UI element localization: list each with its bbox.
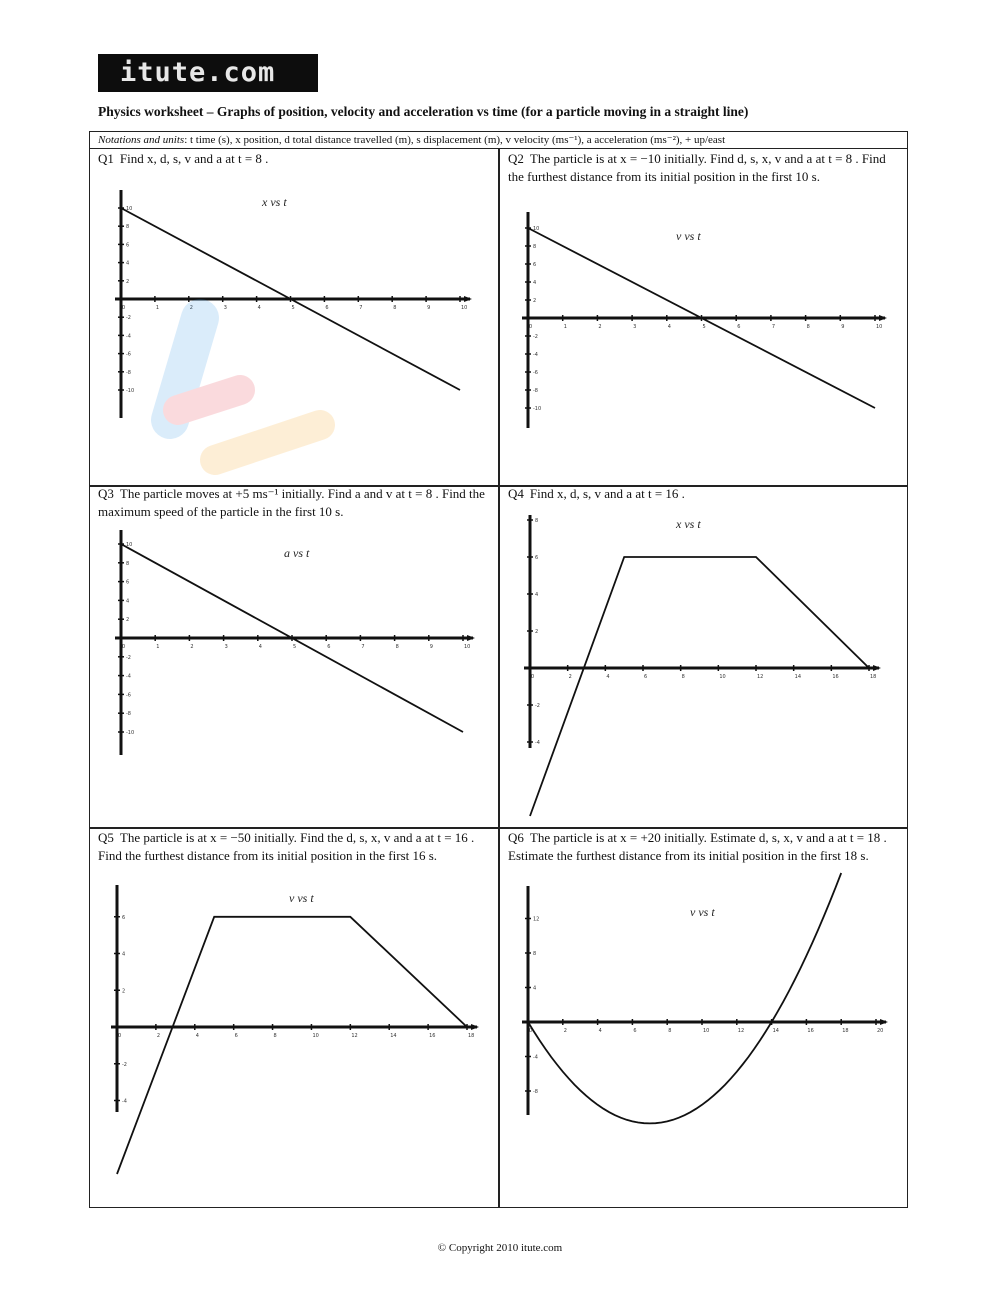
x-tick-label: 14 bbox=[390, 1033, 397, 1039]
x-tick-label: 12 bbox=[737, 1028, 745, 1034]
x-tick-label: 14 bbox=[794, 674, 802, 680]
graph-title: v vs t bbox=[676, 229, 701, 243]
x-tick-label: 2 bbox=[190, 644, 194, 650]
x-tick-label: 1 bbox=[563, 324, 567, 330]
x-tick-label: 0 bbox=[118, 1033, 122, 1039]
x-tick-label: 8 bbox=[395, 644, 399, 650]
x-tick-label: 10 bbox=[876, 324, 883, 330]
y-tick-label: 6 bbox=[535, 555, 539, 561]
x-axis-arrow bbox=[879, 315, 887, 321]
x-tick-label: 12 bbox=[757, 674, 764, 680]
x-tick-label: 16 bbox=[832, 674, 839, 680]
question-text: The particle is at x = −50 initially. Find the d, s, x, v and a at t = 16 . Find the furthest distance from its initial position in the first 16 s. bbox=[98, 830, 475, 863]
question-text: Find x, d, s, v and a at t = 8 . bbox=[119, 151, 269, 166]
question-number: Q3 bbox=[98, 486, 114, 501]
x-axis-arrow bbox=[471, 1024, 479, 1030]
x-tick-label: 20 bbox=[877, 1028, 884, 1034]
y-tick-label: -10 bbox=[533, 406, 542, 412]
x-tick-label: 10 bbox=[703, 1028, 710, 1034]
x-tick-label: 16 bbox=[429, 1033, 436, 1039]
y-tick-label: 2 bbox=[122, 988, 126, 995]
y-tick-label: 4 bbox=[126, 260, 130, 267]
y-tick-label: 4 bbox=[126, 598, 130, 605]
x-tick-label: 6 bbox=[234, 1033, 238, 1039]
y-tick-label: 8 bbox=[126, 560, 130, 567]
x-tick-label: 7 bbox=[361, 644, 365, 650]
graph-title: a vs t bbox=[284, 546, 310, 560]
x-tick-label: 4 bbox=[257, 305, 261, 311]
y-tick-label: 8 bbox=[533, 244, 537, 250]
y-tick-label: 6 bbox=[533, 262, 537, 268]
x-tick-label: 6 bbox=[644, 674, 648, 680]
y-tick-label: 4 bbox=[122, 951, 126, 958]
question-text: Find x, d, s, v and a at t = 16 . bbox=[529, 486, 685, 501]
y-tick-label: -2 bbox=[533, 334, 538, 340]
x-tick-label: 18 bbox=[870, 674, 877, 680]
x-tick-label: 8 bbox=[273, 1033, 277, 1039]
y-tick-label: -8 bbox=[126, 369, 131, 376]
y-tick-label: 8 bbox=[126, 224, 130, 231]
question-number: Q4 bbox=[508, 486, 524, 501]
worksheet-title: Physics worksheet – Graphs of position, velocity and acceleration vs time (for a particle moving in a straight line) bbox=[98, 104, 749, 119]
y-tick-label: -8 bbox=[533, 388, 538, 394]
x-tick-label: 1 bbox=[156, 644, 160, 650]
x-tick-label: 8 bbox=[806, 324, 810, 330]
y-tick-label: -2 bbox=[126, 654, 131, 661]
y-tick-label: 2 bbox=[535, 629, 539, 635]
x-tick-label: 6 bbox=[325, 305, 329, 311]
x-tick-label: 8 bbox=[393, 305, 397, 311]
question-text: The particle is at x = +20 initially. Estimate d, s, x, v and a at t = 18 . Estimate the furthest distance from its initial position in the first 18 s. bbox=[508, 830, 887, 863]
x-tick-label: 18 bbox=[468, 1033, 475, 1039]
x-tick-label: 3 bbox=[633, 324, 637, 330]
x-tick-label: 5 bbox=[291, 305, 295, 311]
x-tick-label: 6 bbox=[327, 644, 331, 650]
y-tick-label: 2 bbox=[126, 617, 130, 624]
y-tick-label: -4 bbox=[126, 673, 131, 680]
data-line bbox=[530, 557, 869, 816]
y-tick-label: -6 bbox=[126, 351, 131, 358]
x-tick-label: 10 bbox=[464, 644, 471, 650]
x-tick-label: 4 bbox=[258, 644, 262, 650]
y-tick-label: -6 bbox=[533, 370, 538, 376]
x-tick-label: 12 bbox=[351, 1033, 358, 1039]
y-tick-label: 10 bbox=[126, 542, 133, 548]
y-tick-label: -4 bbox=[533, 352, 538, 358]
x-tick-label: 3 bbox=[224, 644, 228, 650]
x-tick-label: 2 bbox=[598, 324, 602, 330]
x-tick-label: 4 bbox=[598, 1028, 602, 1034]
y-tick-label: 2 bbox=[126, 278, 130, 285]
y-tick-label: 6 bbox=[122, 914, 126, 921]
y-tick-label: -2 bbox=[122, 1061, 127, 1068]
x-axis-arrow bbox=[880, 1019, 888, 1025]
y-tick-label: -8 bbox=[533, 1089, 538, 1095]
y-tick-label: -2 bbox=[535, 703, 540, 709]
x-tick-label: 10 bbox=[312, 1033, 319, 1039]
y-tick-label: 2 bbox=[533, 298, 537, 304]
question-number: Q2 bbox=[508, 151, 524, 166]
notations-label: Notations and units bbox=[98, 134, 185, 146]
y-tick-label: -10 bbox=[126, 388, 135, 394]
x-tick-label: 0 bbox=[529, 324, 533, 330]
x-tick-label: 7 bbox=[771, 324, 776, 330]
question-text: The particle is at x = −10 initially. Find d, s, x, v and a at t = 8 . Find the furthest distance from its initial position in the first 10 s. bbox=[508, 151, 886, 184]
y-tick-label: -4 bbox=[535, 740, 540, 746]
y-tick-label: 10 bbox=[126, 206, 133, 212]
y-tick-label: 6 bbox=[126, 242, 130, 249]
x-axis-arrow bbox=[873, 665, 881, 671]
y-tick-label: 10 bbox=[533, 226, 540, 232]
y-tick-label: 8 bbox=[533, 951, 537, 957]
x-tick-label: 8 bbox=[681, 674, 685, 680]
x-tick-label: 10 bbox=[719, 674, 726, 680]
copyright-footer: © Copyright 2010 itute.com bbox=[437, 1242, 563, 1254]
x-tick-label: 18 bbox=[842, 1028, 849, 1034]
x-tick-label: 14 bbox=[772, 1028, 779, 1034]
graph-title: v vs t bbox=[690, 905, 715, 919]
graph-title: v vs t bbox=[289, 891, 314, 905]
y-tick-label: -4 bbox=[126, 333, 131, 340]
x-tick-label: 4 bbox=[667, 324, 671, 330]
x-tick-label: 4 bbox=[606, 674, 610, 680]
y-tick-label: -10 bbox=[126, 730, 135, 736]
x-tick-label: 4 bbox=[195, 1033, 199, 1039]
y-tick-label: -4 bbox=[122, 1098, 127, 1105]
y-tick-label: 8 bbox=[535, 518, 539, 524]
x-tick-label: 16 bbox=[807, 1028, 814, 1034]
data-line bbox=[117, 914, 467, 1174]
x-tick-label: 0 bbox=[531, 674, 535, 680]
question-number: Q6 bbox=[508, 830, 524, 845]
x-tick-label: 2 bbox=[189, 305, 193, 311]
x-tick-label: 2 bbox=[156, 1033, 161, 1039]
data-line bbox=[528, 873, 841, 1123]
question-number: Q5 bbox=[98, 830, 114, 845]
graph-title: x vs t bbox=[676, 517, 701, 531]
y-tick-label: -8 bbox=[126, 711, 131, 718]
x-tick-label: 0 bbox=[122, 644, 126, 650]
y-tick-label: 4 bbox=[533, 280, 537, 286]
y-tick-label: -4 bbox=[533, 1054, 538, 1061]
x-axis-arrow bbox=[464, 296, 472, 302]
x-tick-label: 9 bbox=[841, 324, 845, 330]
x-tick-label: 2 bbox=[563, 1028, 567, 1034]
y-tick-label: 4 bbox=[533, 985, 537, 992]
question-number: Q1 bbox=[98, 151, 114, 166]
x-tick-label: 5 bbox=[702, 324, 706, 330]
x-tick-label: 2 bbox=[568, 674, 572, 680]
y-tick-label: -2 bbox=[126, 315, 131, 322]
x-tick-label: 6 bbox=[633, 1028, 637, 1034]
graph-title: x vs t bbox=[262, 195, 287, 209]
x-tick-label: 8 bbox=[668, 1028, 672, 1034]
question-text: The particle moves at +5 ms⁻¹ initially. Find a and v at t = 8 . Find the maximum speed of the particle in the first 10 s. bbox=[98, 486, 485, 519]
x-tick-label: 0 bbox=[122, 305, 126, 311]
x-tick-label: 10 bbox=[461, 305, 468, 311]
y-tick-label: -6 bbox=[126, 692, 131, 699]
x-axis-arrow bbox=[467, 635, 475, 641]
x-tick-label: 6 bbox=[737, 324, 741, 330]
x-tick-label: 9 bbox=[429, 644, 433, 650]
x-tick-label: 5 bbox=[293, 644, 297, 650]
x-tick-label: 0 bbox=[529, 1028, 533, 1034]
notations-text: : t time (s), x position, d total distance travelled (m), s displacement (m), v velocity (ms⁻¹), a acceleration (ms⁻²), + up/east bbox=[184, 134, 726, 146]
x-tick-label: 1 bbox=[155, 305, 160, 311]
y-tick-label: 12 bbox=[533, 916, 540, 923]
x-tick-label: 7 bbox=[359, 305, 363, 311]
itute-logo[interactable]: itute.com bbox=[98, 54, 318, 92]
y-tick-label: 4 bbox=[535, 592, 539, 598]
y-tick-label: 6 bbox=[126, 579, 130, 586]
x-tick-label: 3 bbox=[223, 305, 227, 311]
x-tick-label: 9 bbox=[427, 305, 431, 311]
